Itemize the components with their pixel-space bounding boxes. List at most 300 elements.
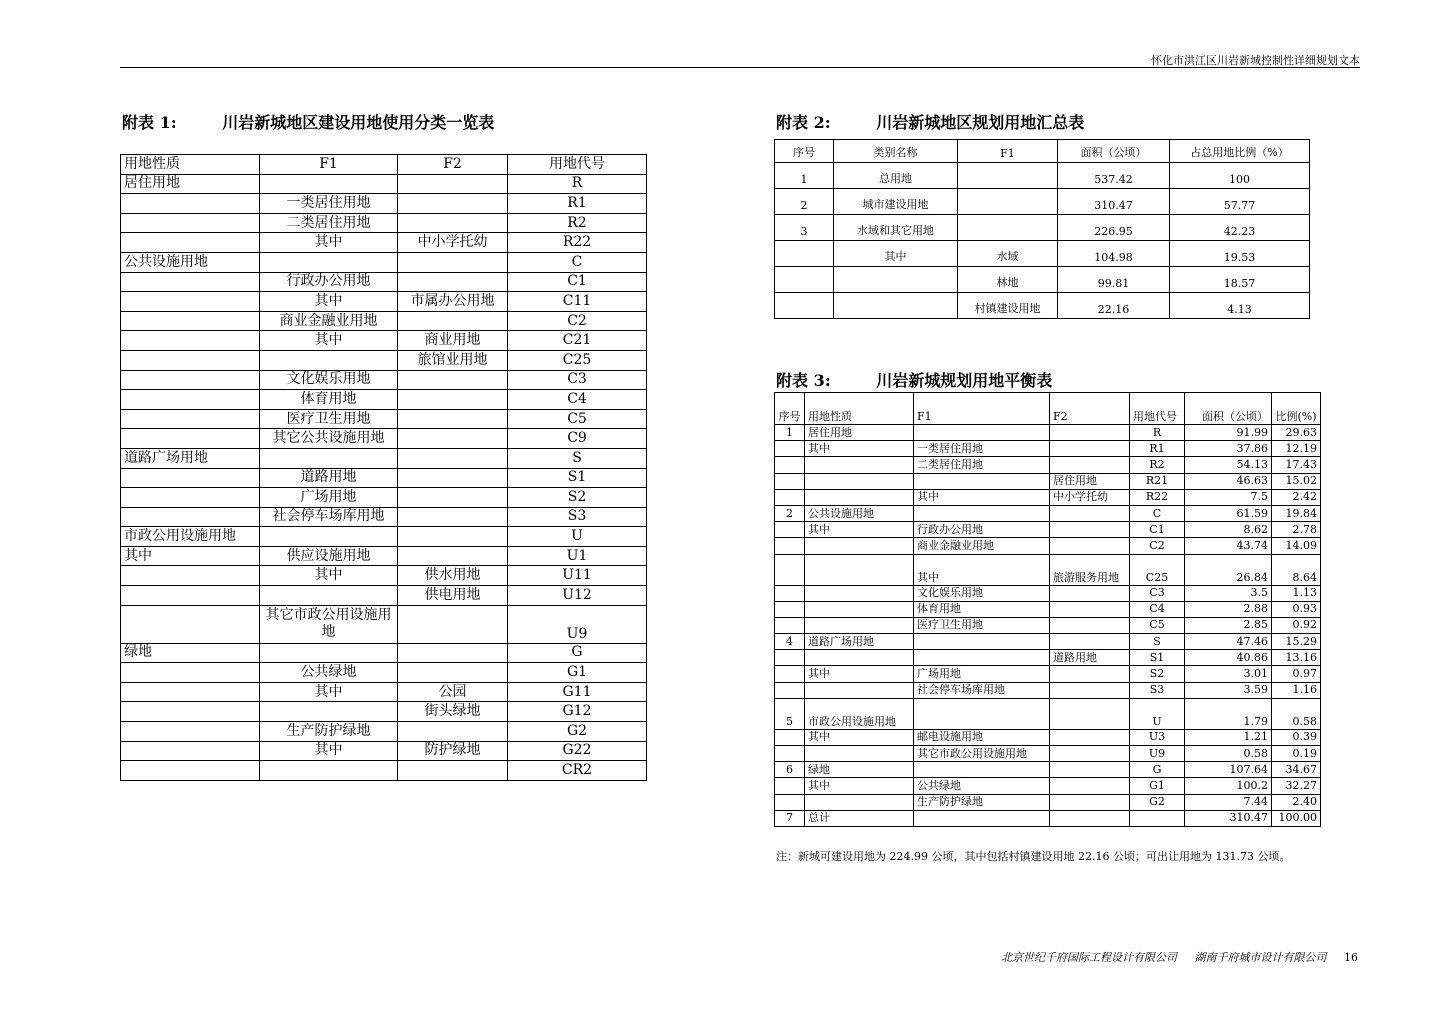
- land-use-cell: 道路广场用地: [805, 634, 914, 650]
- f2-cell: [398, 488, 508, 508]
- index-cell: [775, 473, 805, 489]
- code-cell: C25: [1130, 554, 1185, 585]
- code-cell: U11: [508, 566, 647, 586]
- f1-cell: [914, 810, 1050, 826]
- column-header: 用地代号: [1130, 393, 1185, 425]
- f2-cell: [398, 311, 508, 331]
- land-use-cell: [805, 617, 914, 633]
- code-cell: C1: [508, 272, 647, 292]
- table-row: [775, 473, 1321, 489]
- f1-cell: 供应设施用地: [260, 546, 398, 566]
- area-cell: 1.79: [1185, 698, 1272, 729]
- code-cell: C2: [1130, 538, 1185, 554]
- f1-cell: [260, 643, 398, 663]
- f2-cell: [398, 194, 508, 214]
- table-row: [775, 585, 1321, 601]
- f2-cell: [1050, 441, 1130, 457]
- code-cell: C21: [508, 331, 647, 351]
- code-cell: R22: [1130, 489, 1185, 505]
- area-cell: 54.13: [1185, 457, 1272, 473]
- f1-cell: 行政办公用地: [260, 272, 398, 292]
- ratio-cell: 34.67: [1272, 762, 1321, 778]
- f1-cell: [914, 650, 1050, 666]
- f1-cell: 广场用地: [260, 488, 398, 508]
- f1-cell: [914, 762, 1050, 778]
- ratio-cell: 42.23: [1170, 215, 1310, 241]
- column-header: 占总用地比例（%）: [1170, 140, 1310, 163]
- table-row: [121, 468, 647, 488]
- f2-cell: [1050, 617, 1130, 633]
- ratio-cell: 29.63: [1272, 425, 1321, 441]
- f2-cell: [398, 409, 508, 429]
- land-use-cell: 绿地: [121, 643, 260, 663]
- ratio-cell: 8.64: [1272, 554, 1321, 585]
- ratio-cell: 2.42: [1272, 489, 1321, 505]
- f2-cell: 居住用地: [1050, 473, 1130, 489]
- f2-cell: [1050, 457, 1130, 473]
- ratio-cell: 0.19: [1272, 746, 1321, 762]
- table-header-row: [775, 140, 1310, 163]
- area-cell: 99.81: [1058, 267, 1170, 293]
- table-row: [121, 252, 647, 272]
- land-use-cell: [805, 457, 914, 473]
- code-cell: S3: [508, 507, 647, 527]
- f1-cell: 体育用地: [260, 390, 398, 410]
- table-row: [121, 527, 647, 547]
- category-cell: 水域和其它用地: [834, 215, 958, 241]
- ratio-cell: 15.29: [1272, 634, 1321, 650]
- area-cell: 3.5: [1185, 585, 1272, 601]
- f2-cell: [398, 507, 508, 527]
- table-row: [121, 546, 647, 566]
- index-cell: [775, 650, 805, 666]
- f1-cell: 商业金融业用地: [914, 538, 1050, 554]
- code-cell: S2: [508, 488, 647, 508]
- index-cell: [775, 617, 805, 633]
- table-row: [775, 810, 1321, 826]
- land-use-cell: [805, 746, 914, 762]
- category-cell: 城市建设用地: [834, 189, 958, 215]
- ratio-cell: 0.58: [1272, 698, 1321, 729]
- table-row: [775, 682, 1321, 698]
- table-row: [121, 370, 647, 390]
- f2-cell: 旅游服务用地: [1050, 554, 1130, 585]
- index-cell: [775, 794, 805, 810]
- category-cell: 其中: [834, 241, 958, 267]
- table-row: [775, 425, 1321, 441]
- f2-cell: [1050, 538, 1130, 554]
- table-row: [775, 241, 1310, 267]
- code-cell: C1: [1130, 522, 1185, 538]
- f1-cell: 医疗卫生用地: [914, 617, 1050, 633]
- f1-cell: [260, 448, 398, 468]
- index-cell: 7: [775, 810, 805, 826]
- f2-cell: [398, 370, 508, 390]
- code-cell: R1: [1130, 441, 1185, 457]
- land-use-cell: [121, 586, 260, 606]
- f2-cell: [398, 527, 508, 547]
- area-cell: 43.74: [1185, 538, 1272, 554]
- code-cell: C: [508, 252, 647, 272]
- ratio-cell: 4.13: [1170, 293, 1310, 319]
- land-use-cell: 市政公用设施用地: [121, 527, 260, 547]
- f1-cell: 邮电设施用地: [914, 729, 1050, 745]
- f2-cell: [398, 761, 508, 781]
- code-cell: C3: [508, 370, 647, 390]
- f1-cell: 文化娱乐用地: [914, 585, 1050, 601]
- index-cell: [775, 489, 805, 505]
- f2-cell: [398, 546, 508, 566]
- land-use-cell: [121, 761, 260, 781]
- area-cell: 7.44: [1185, 794, 1272, 810]
- f1-cell: 其它市政公用设施用地: [914, 746, 1050, 762]
- f2-cell: 街头绿地: [398, 702, 508, 722]
- table3-heading: [776, 368, 1052, 391]
- table-row: [775, 293, 1310, 319]
- code-cell: R2: [508, 213, 647, 233]
- index-cell: [775, 746, 805, 762]
- code-cell: C3: [1130, 585, 1185, 601]
- table2-label: 附表 2:: [776, 113, 831, 132]
- code-cell: S1: [1130, 650, 1185, 666]
- code-cell: G1: [1130, 778, 1185, 794]
- land-use-cell: [121, 468, 260, 488]
- table-header-row: [775, 393, 1321, 425]
- code-cell: G: [508, 643, 647, 663]
- f2-cell: [398, 272, 508, 292]
- land-use-cell: [805, 585, 914, 601]
- index-cell: [775, 601, 805, 617]
- f1-cell: 行政办公用地: [914, 522, 1050, 538]
- column-header: 面积（公顷）: [1185, 393, 1272, 425]
- code-cell: C11: [508, 292, 647, 312]
- code-cell: U1: [508, 546, 647, 566]
- land-use-cell: [805, 650, 914, 666]
- table3-title: 川岩新城规划用地平衡表: [876, 371, 1053, 390]
- table-header-row: [121, 155, 647, 175]
- code-cell: U: [508, 527, 647, 547]
- index-cell: [775, 441, 805, 457]
- land-use-cell: [121, 390, 260, 410]
- area-cell: 3.01: [1185, 666, 1272, 682]
- table-row: [121, 448, 647, 468]
- ratio-cell: 14.09: [1272, 538, 1321, 554]
- index-cell: [775, 522, 805, 538]
- land-use-cell: 其中: [805, 441, 914, 457]
- f1-cell: 村镇建设用地: [958, 293, 1058, 319]
- table-row: [121, 292, 647, 312]
- table-row: [121, 605, 647, 643]
- index-cell: 4: [775, 634, 805, 650]
- table-row: [775, 457, 1321, 473]
- page-footer: [1001, 949, 1358, 965]
- ratio-cell: 19.84: [1272, 505, 1321, 521]
- land-balance-table: [774, 392, 1321, 827]
- ratio-cell: 32.27: [1272, 778, 1321, 794]
- land-use-cell: 其中: [805, 778, 914, 794]
- area-cell: 107.64: [1185, 762, 1272, 778]
- code-cell: R: [508, 174, 647, 194]
- table-row: [775, 698, 1321, 729]
- f1-cell: 其中: [260, 741, 398, 761]
- table-row: [121, 488, 647, 508]
- f2-cell: [1050, 794, 1130, 810]
- f1-cell: [958, 163, 1058, 189]
- land-use-cell: 公共设施用地: [805, 505, 914, 521]
- code-cell: U12: [508, 586, 647, 606]
- area-cell: 310.47: [1058, 189, 1170, 215]
- code-cell: R21: [1130, 473, 1185, 489]
- table-row: [121, 350, 647, 370]
- land-use-cell: [121, 409, 260, 429]
- table-row: [121, 272, 647, 292]
- ratio-cell: 57.77: [1170, 189, 1310, 215]
- code-cell: S2: [1130, 666, 1185, 682]
- area-cell: 2.88: [1185, 601, 1272, 617]
- f1-cell: 其中: [260, 682, 398, 702]
- land-use-cell: [121, 213, 260, 233]
- f1-cell: 水域: [958, 241, 1058, 267]
- land-use-cell: [805, 682, 914, 698]
- category-cell: [834, 293, 958, 319]
- f2-cell: [398, 605, 508, 643]
- land-use-cell: [121, 350, 260, 370]
- land-use-cell: [121, 233, 260, 253]
- index-cell: 5: [775, 698, 805, 729]
- ratio-cell: 0.92: [1272, 617, 1321, 633]
- land-use-cell: [805, 489, 914, 505]
- land-use-cell: [121, 722, 260, 742]
- f1-cell: 其中: [914, 489, 1050, 505]
- table-row: [121, 409, 647, 429]
- ratio-cell: 0.97: [1272, 666, 1321, 682]
- column-header: 用地性质: [121, 155, 260, 175]
- area-cell: 47.46: [1185, 634, 1272, 650]
- f2-cell: 供电用地: [398, 586, 508, 606]
- table3-label: 附表 3:: [776, 371, 831, 390]
- area-cell: 26.84: [1185, 554, 1272, 585]
- index-cell: [775, 585, 805, 601]
- area-cell: 8.62: [1185, 522, 1272, 538]
- area-cell: 7.5: [1185, 489, 1272, 505]
- area-cell: 37.86: [1185, 441, 1272, 457]
- land-use-cell: [805, 473, 914, 489]
- f1-cell: 社会停车场库用地: [260, 507, 398, 527]
- table-row: [775, 489, 1321, 505]
- table2-title: 川岩新城地区规划用地汇总表: [876, 113, 1085, 132]
- table-row: [775, 746, 1321, 762]
- area-cell: 0.58: [1185, 746, 1272, 762]
- table2-heading: [776, 110, 1084, 133]
- f1-cell: 公共绿地: [260, 663, 398, 683]
- f2-cell: [398, 663, 508, 683]
- code-cell: C: [1130, 505, 1185, 521]
- f1-cell: [260, 586, 398, 606]
- table-row: [775, 634, 1321, 650]
- code-cell: U9: [508, 605, 647, 643]
- area-cell: 61.59: [1185, 505, 1272, 521]
- index-cell: 6: [775, 762, 805, 778]
- f1-cell: [914, 634, 1050, 650]
- f2-cell: [398, 174, 508, 194]
- f1-cell: [914, 698, 1050, 729]
- land-use-cell: [121, 488, 260, 508]
- land-use-cell: [121, 194, 260, 214]
- column-header: F2: [1050, 393, 1130, 425]
- area-cell: 3.59: [1185, 682, 1272, 698]
- code-cell: G22: [508, 741, 647, 761]
- table1-heading: [122, 110, 494, 133]
- table-row: [121, 233, 647, 253]
- code-cell: G2: [1130, 794, 1185, 810]
- code-cell: [1130, 810, 1185, 826]
- area-cell: 40.86: [1185, 650, 1272, 666]
- area-cell: 91.99: [1185, 425, 1272, 441]
- f1-cell: [958, 215, 1058, 241]
- table-row: [775, 215, 1310, 241]
- table-row: [121, 722, 647, 742]
- column-header: 序号: [775, 393, 805, 425]
- f1-cell: 一类居住用地: [914, 441, 1050, 457]
- f1-cell: 二类居住用地: [914, 457, 1050, 473]
- code-cell: CR2: [508, 761, 647, 781]
- index-cell: [775, 682, 805, 698]
- area-cell: 100.2: [1185, 778, 1272, 794]
- table-row: [775, 522, 1321, 538]
- ratio-cell: 100: [1170, 163, 1310, 189]
- index-cell: [775, 729, 805, 745]
- f2-cell: [398, 429, 508, 449]
- f1-cell: 其它公共设施用地: [260, 429, 398, 449]
- table-row: [121, 311, 647, 331]
- code-cell: G: [1130, 762, 1185, 778]
- f2-cell: [1050, 505, 1130, 521]
- table-row: [775, 778, 1321, 794]
- footer-company-2: 湖南千府城市设计有限公司: [1194, 951, 1327, 964]
- f2-cell: [1050, 585, 1130, 601]
- land-use-cell: [121, 311, 260, 331]
- table-row: [775, 554, 1321, 585]
- f2-cell: [1050, 425, 1130, 441]
- column-header: 类别名称: [834, 140, 958, 163]
- f1-cell: [260, 527, 398, 547]
- index-cell: [775, 293, 834, 319]
- footer-company-1: 北京世纪千府国际工程设计有限公司: [1001, 951, 1177, 964]
- code-cell: S3: [1130, 682, 1185, 698]
- ratio-cell: 12.19: [1272, 441, 1321, 457]
- f2-cell: [1050, 522, 1130, 538]
- index-cell: [775, 666, 805, 682]
- land-use-cell: [805, 794, 914, 810]
- footnote: 注：新城可建设用地为 224.99 公顷，其中包括村镇建设用地 22.16 公顷；可出让用地为 131.73 公顷。: [776, 850, 1291, 863]
- column-header: 序号: [775, 140, 834, 163]
- f2-cell: 供水用地: [398, 566, 508, 586]
- land-use-cell: 道路广场用地: [121, 448, 260, 468]
- code-cell: C4: [508, 390, 647, 410]
- index-cell: [775, 778, 805, 794]
- index-cell: 1: [775, 425, 805, 441]
- table-row: [121, 586, 647, 606]
- ratio-cell: 17.43: [1272, 457, 1321, 473]
- document-header-title: 怀化市洪江区川岩新城控制性详细规划文本: [1151, 54, 1360, 67]
- column-header: F1: [958, 140, 1058, 163]
- code-cell: R22: [508, 233, 647, 253]
- index-cell: [775, 457, 805, 473]
- land-use-cell: 其中: [805, 729, 914, 745]
- area-cell: 46.63: [1185, 473, 1272, 489]
- index-cell: [775, 267, 834, 293]
- table-row: [775, 794, 1321, 810]
- f1-cell: 其中: [260, 331, 398, 351]
- table-row: [775, 267, 1310, 293]
- area-cell: 537.42: [1058, 163, 1170, 189]
- index-cell: 2: [775, 505, 805, 521]
- column-header: 用地性质: [805, 393, 914, 425]
- table-row: [775, 729, 1321, 745]
- f1-cell: 医疗卫生用地: [260, 409, 398, 429]
- table-row: [775, 617, 1321, 633]
- column-header: 用地代号: [508, 155, 647, 175]
- land-classification-table: [120, 154, 647, 781]
- code-cell: R2: [1130, 457, 1185, 473]
- table-row: [775, 441, 1321, 457]
- land-use-cell: [121, 566, 260, 586]
- code-cell: C2: [508, 311, 647, 331]
- area-cell: 2.85: [1185, 617, 1272, 633]
- f2-cell: [1050, 762, 1130, 778]
- f2-cell: [1050, 746, 1130, 762]
- land-use-cell: 总计: [805, 810, 914, 826]
- table-row: [775, 666, 1321, 682]
- f2-cell: [1050, 601, 1130, 617]
- land-use-cell: [805, 601, 914, 617]
- code-cell: U: [1130, 698, 1185, 729]
- code-cell: C9: [508, 429, 647, 449]
- land-use-cell: [121, 605, 260, 643]
- ratio-cell: 18.57: [1170, 267, 1310, 293]
- land-use-cell: [121, 507, 260, 527]
- page-number: 16: [1344, 951, 1358, 964]
- ratio-cell: 1.16: [1272, 682, 1321, 698]
- column-header: F2: [398, 155, 508, 175]
- code-cell: S: [1130, 634, 1185, 650]
- index-cell: 1: [775, 163, 834, 189]
- f2-cell: 公园: [398, 682, 508, 702]
- land-use-cell: [805, 554, 914, 585]
- f1-cell: 一类居住用地: [260, 194, 398, 214]
- code-cell: C4: [1130, 601, 1185, 617]
- code-cell: U3: [1130, 729, 1185, 745]
- header-rule: [120, 67, 1360, 68]
- f2-cell: 商业用地: [398, 331, 508, 351]
- f1-cell: 其中: [260, 233, 398, 253]
- table1-title: 川岩新城地区建设用地使用分类一览表: [222, 113, 495, 132]
- f1-cell: 二类居住用地: [260, 213, 398, 233]
- code-cell: G2: [508, 722, 647, 742]
- table-row: [121, 390, 647, 410]
- f1-cell: 林地: [958, 267, 1058, 293]
- f2-cell: 旅馆业用地: [398, 350, 508, 370]
- f1-cell: [260, 761, 398, 781]
- f1-cell: 社会停车场库用地: [914, 682, 1050, 698]
- code-cell: C25: [508, 350, 647, 370]
- table-row: [121, 682, 647, 702]
- ratio-cell: 100.00: [1272, 810, 1321, 826]
- land-use-cell: 市政公用设施用地: [805, 698, 914, 729]
- f2-cell: [398, 643, 508, 663]
- land-use-cell: [121, 292, 260, 312]
- f1-cell: [914, 473, 1050, 489]
